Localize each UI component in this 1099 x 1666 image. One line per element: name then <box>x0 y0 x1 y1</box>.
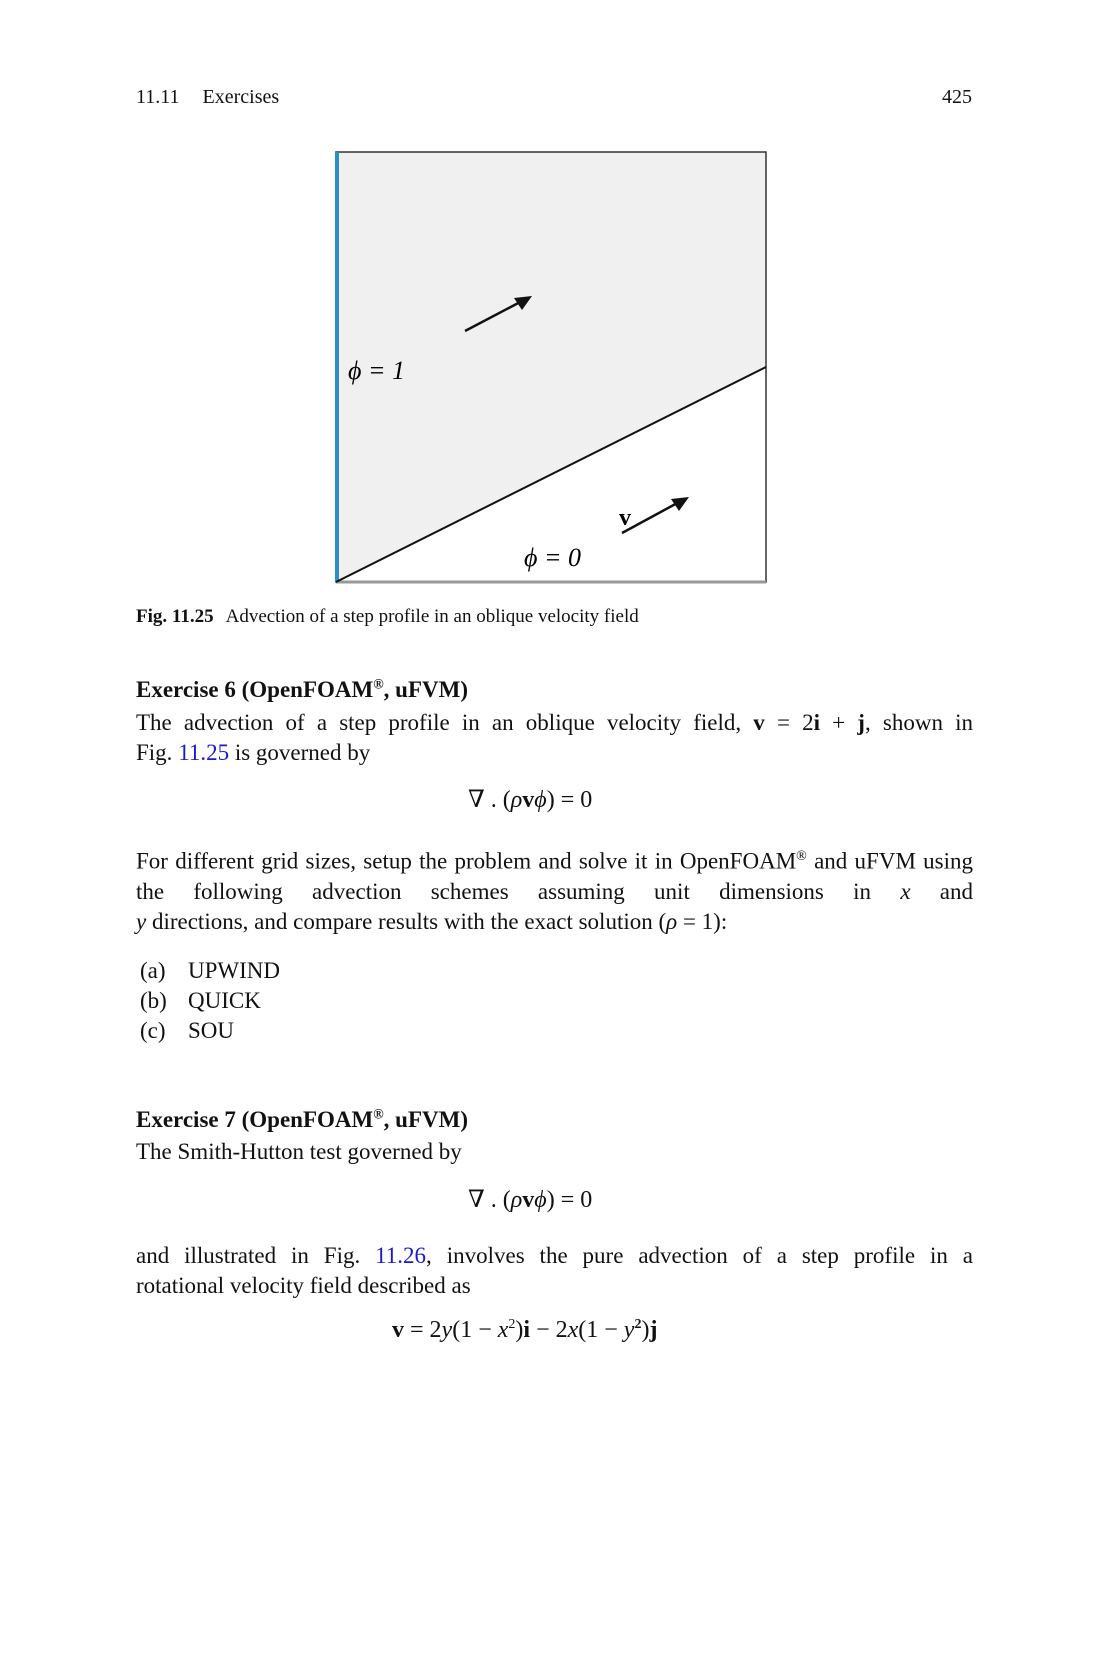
list-item: (c) SOU <box>140 1018 235 1043</box>
caption-label: Fig. 11.25 <box>136 606 214 627</box>
running-head-left <box>136 86 279 109</box>
label-velocity: v <box>619 505 631 531</box>
exercise-6-instructions: For different grid sizes, setup the problem and solve it in OpenFOAM® and uFVM using the following advection schemes assuming unit dimensions in x and y directions, and compare results with the exact solution (ρ = 1): <box>136 848 974 934</box>
figure-step-profile <box>334 150 768 584</box>
section-number: 11.11 <box>136 86 180 108</box>
exercise-7-description: and illustrated in Fig. 11.26, involves the pure advection of a step profile in a rotational velocity field described as <box>136 1243 973 1298</box>
exercise-7-equation: ∇ . (ρvϕ) = 0 <box>468 1187 593 1213</box>
velocity-field-equation: $v = 2y(1 - x^2)i - 2x(1 - y^2)j$ <box>392 1317 658 1343</box>
figure-link-11-26[interactable]: 11.26 <box>375 1243 427 1268</box>
exercise-6-intro: The advection of a step profile in an oblique velocity field, v = 2i + j, shown in Fig. 11.25 is governed by <box>136 710 973 765</box>
caption-text: Advection of a step profile in an oblique velocity field <box>225 606 639 627</box>
exercise-7-heading: Exercise 7 (OpenFOAM®, uFVM) <box>136 1107 468 1132</box>
scheme-list <box>140 956 280 1046</box>
section-title: Exercises <box>202 86 280 108</box>
exercise-7-intro: The Smith-Hutton test governed by <box>136 1139 462 1164</box>
label-phi-zero: ϕ = 0 <box>524 543 582 572</box>
exercise-6-heading: Exercise 6 (OpenFOAM®, uFVM) <box>136 677 468 702</box>
label-phi-one: ϕ = 1 <box>348 356 406 385</box>
figure-caption <box>136 606 639 628</box>
page-number: 425 <box>942 86 972 108</box>
figure-link-11-25[interactable]: 11.25 <box>178 740 230 765</box>
list-item: (a) UPWIND <box>140 958 280 983</box>
exercise-6-equation: ∇ . (ρvϕ) = 0 <box>468 787 593 813</box>
list-item: (b) QUICK <box>140 988 261 1013</box>
